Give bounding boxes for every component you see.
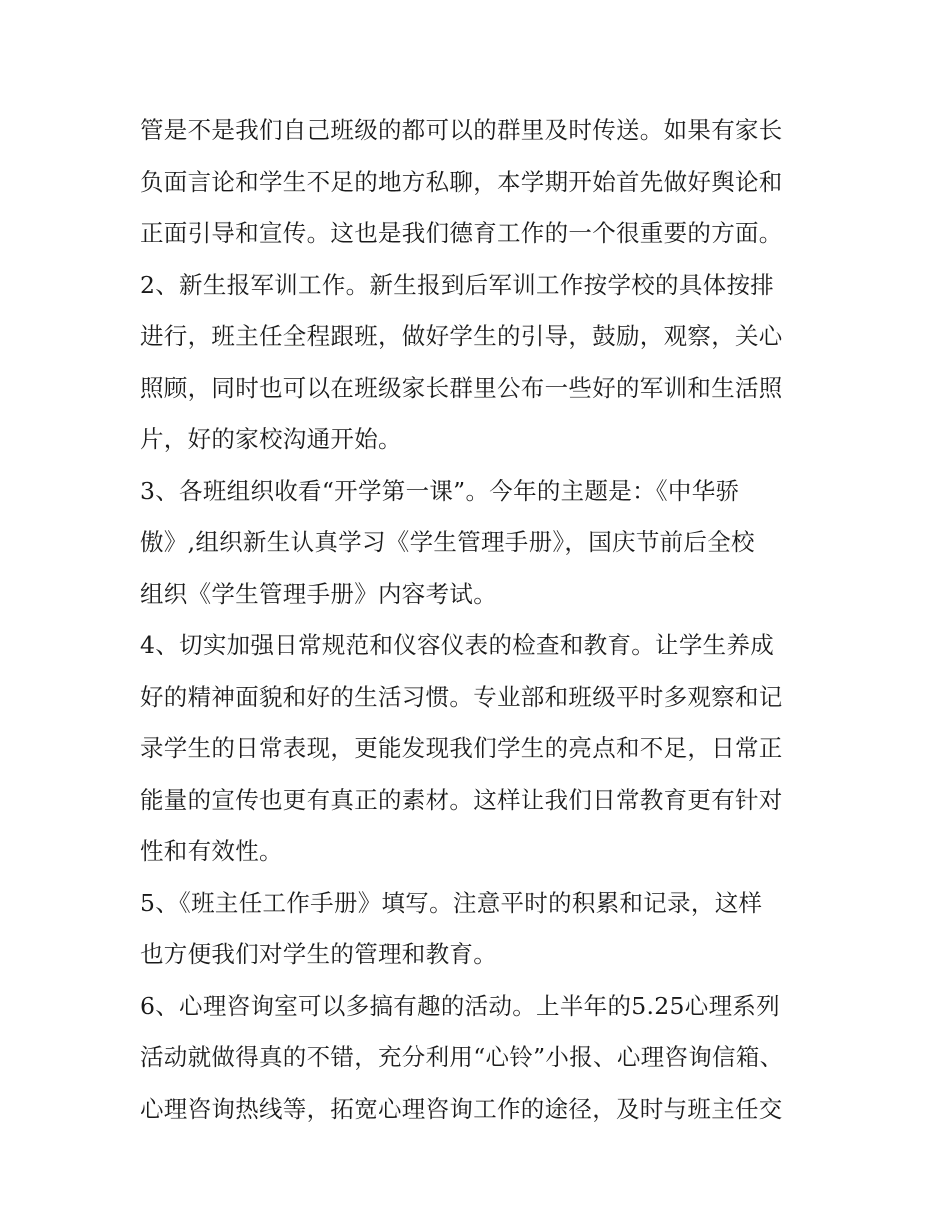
text-line: 性和有效性。 [140,837,283,865]
text-line: 3、各班组织收看“开学第一课”。今年的主题是：《中华骄 [140,476,740,505]
text-line: 组织《学生管理手册》内容考试。 [140,579,497,608]
document-body [140,105,815,1135]
text-line: 正面引导和宣传。这也是我们德育工作的一个很重要的方面。 [140,219,783,247]
text-line: 活动就做得真的不错，充分利用“心铃”小报、心理咨询信箱、 [140,1043,784,1071]
text-line: 进行，班主任全程跟班，做好学生的引导，鼓励，观察，关心 [140,322,783,350]
text-line: 傲》,组织新生认真学习《学生管理手册》，国庆节前后全校 [140,528,755,556]
text-line: 管是不是我们自己班级的都可以的群里及时传送。如果有家长 [140,116,783,144]
text-line: 照顾，同时也可以在班级家长群里公布一些好的军训和生活照 [140,373,783,402]
text-line: 录学生的日常表现，更能发现我们学生的亮点和不足，日常正 [140,734,783,762]
text-line: 2、新生报军训工作。新生报到后军训工作按学校的具体按排 [140,270,775,299]
text-line: 心理咨询热线等，拓宽心理咨询工作的途径，及时与班主任交 [140,1094,783,1123]
text-line: 能量的宣传也更有真正的素材。这样让我们日常教育更有针对 [140,785,783,814]
text-line: 5、《班主任工作手册》填写。注意平时的积累和记录，这样 [140,888,763,917]
text-line: 6、心理咨询室可以多搞有趣的活动。上半年的5.25心理系列 [140,991,780,1020]
text-line: 4、切实加强日常规范和仪容仪表的检查和教育。让学生养成 [140,631,775,659]
text-line: 好的精神面貌和好的生活习惯。专业部和班级平时多观察和记 [140,682,783,711]
text-line: 片，好的家校沟通开始。 [140,425,402,453]
text-line: 也方便我们对学生的管理和教育。 [140,940,497,968]
text-line: 负面言论和学生不足的地方私聊，本学期开始首先做好舆论和 [140,167,783,196]
